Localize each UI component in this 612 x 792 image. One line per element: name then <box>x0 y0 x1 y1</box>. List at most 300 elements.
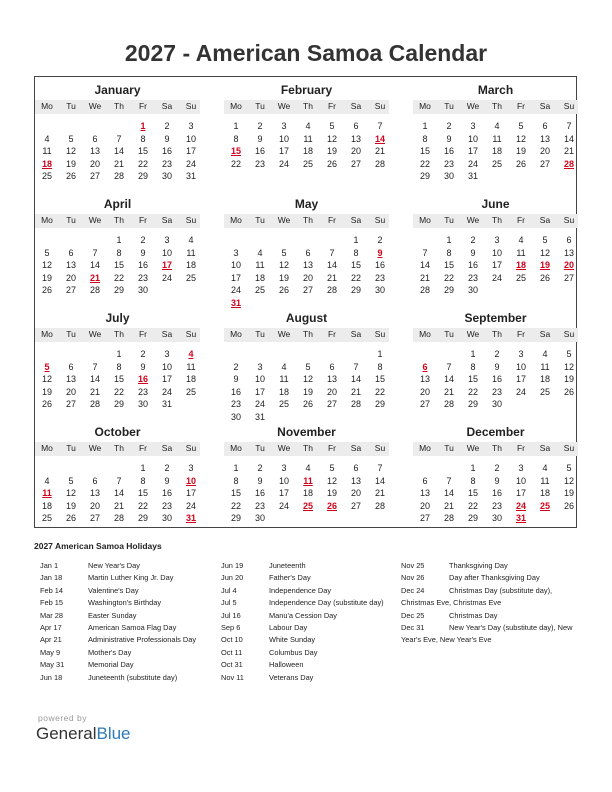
month-name: December <box>466 425 525 439</box>
weekday-label: Fr <box>327 443 337 453</box>
calendar-day: 26 <box>302 399 313 410</box>
calendar-day: 27 <box>539 158 550 169</box>
calendar-day: 4 <box>305 121 311 131</box>
holiday-name: Christmas Day <box>449 610 498 620</box>
calendar-day: 27 <box>89 513 100 524</box>
calendar-day: 1 <box>422 121 428 131</box>
weekday-label: Tu <box>444 443 454 453</box>
weekday-label: We <box>466 329 480 339</box>
holiday-item <box>221 586 396 598</box>
holiday-name: American Samoa Flag Day <box>88 622 177 632</box>
month-january <box>35 83 200 195</box>
calendar-day: 11 <box>279 374 289 385</box>
month-december <box>413 425 578 537</box>
calendar-day: 28 <box>443 399 454 410</box>
calendar-day: 2 <box>140 349 146 359</box>
calendar-day: 6 <box>68 361 74 372</box>
weekday-label: Sa <box>539 443 551 453</box>
calendar-day: 2 <box>257 121 263 131</box>
calendar-day: 1 <box>353 235 359 245</box>
calendar-day: 26 <box>41 399 52 410</box>
calendar-day: 20 <box>419 386 430 397</box>
calendar-day: 7 <box>116 475 122 486</box>
calendar-day: 21 <box>443 500 454 511</box>
calendar-day: 23 <box>137 272 148 283</box>
month-name: May <box>294 197 319 211</box>
calendar-day: 27 <box>563 272 574 283</box>
calendar-day: 2 <box>494 349 500 359</box>
calendar-day: 9 <box>140 247 146 258</box>
calendar-day: 15 <box>350 260 361 271</box>
weekday-label: Mo <box>419 215 431 225</box>
calendar-day: 10 <box>230 260 241 271</box>
calendar-day: 21 <box>419 272 430 283</box>
calendar-day: 26 <box>65 171 76 182</box>
calendar-day: 18 <box>302 488 313 499</box>
weekday-label: We <box>277 329 291 339</box>
holiday-name: New Year's Day (substitute day), New <box>449 622 573 632</box>
calendar-day: 12 <box>563 475 574 486</box>
calendar-day: 2 <box>446 121 452 131</box>
weekday-label: Mo <box>41 101 53 111</box>
calendar-day: 26 <box>563 386 574 397</box>
calendar-day: 20 <box>539 146 550 157</box>
calendar-day: 21 <box>350 386 361 397</box>
weekday-label: Sa <box>161 443 173 453</box>
holiday-name: Martin Luther King Jr. Day <box>88 573 174 583</box>
calendar-day: 28 <box>374 500 385 511</box>
calendar-day: 22 <box>230 158 241 169</box>
brand-logo[interactable] <box>36 724 131 744</box>
weekday-label: Th <box>303 329 313 339</box>
holiday-date-label: Oct 11 <box>221 647 243 657</box>
weekday-label: Th <box>492 329 502 339</box>
calendar-day: 6 <box>422 475 428 486</box>
calendar-day: 26 <box>41 285 52 296</box>
weekday-label: Fr <box>138 329 148 339</box>
calendar-day: 25 <box>41 513 52 524</box>
weekday-label: Tu <box>66 215 76 225</box>
calendar-day: 6 <box>566 235 572 245</box>
holiday-date: 19 <box>539 260 550 271</box>
calendar-day: 23 <box>254 158 265 169</box>
weekday-label: We <box>277 215 291 225</box>
calendar-day: 13 <box>419 374 430 385</box>
calendar-day: 3 <box>164 349 170 359</box>
calendar-day: 23 <box>467 272 478 283</box>
calendar-day: 7 <box>353 361 359 372</box>
calendar-day: 7 <box>116 133 122 144</box>
holiday-name: New Year's Day <box>88 561 140 570</box>
holiday-name: Juneteenth <box>269 561 306 570</box>
weekday-label: Su <box>563 101 575 111</box>
weekday-label: Fr <box>516 443 526 453</box>
weekday-label: We <box>277 101 291 111</box>
month-november <box>224 425 389 537</box>
calendar-day: 15 <box>374 374 385 385</box>
holiday-date-label: Apr 17 <box>40 622 62 632</box>
calendar-day: 1 <box>116 349 122 359</box>
calendar-day: 31 <box>161 399 172 410</box>
calendar-day: 25 <box>254 285 265 296</box>
holiday-date-label: Nov 25 <box>401 561 425 570</box>
weekday-header <box>413 214 578 228</box>
weekday-label: Th <box>492 215 502 225</box>
weekday-label: Th <box>303 443 313 453</box>
calendar-day: 19 <box>41 272 52 283</box>
calendar-day: 7 <box>92 361 98 372</box>
holiday-item <box>40 598 210 610</box>
holiday-name: Day after Thanksgiving Day <box>449 573 540 583</box>
holiday-date: 31 <box>230 298 241 308</box>
weekday-label: Mo <box>230 329 242 339</box>
calendar-day: 13 <box>350 475 361 486</box>
calendar-day: 4 <box>542 349 548 359</box>
calendar-day: 6 <box>542 121 548 131</box>
calendar-day: 14 <box>443 488 454 499</box>
calendar-day: 25 <box>41 171 52 182</box>
calendar-day: 14 <box>89 374 100 385</box>
calendar-day: 21 <box>563 146 574 157</box>
calendar-day: 4 <box>305 463 311 473</box>
calendar-day: 7 <box>566 121 572 131</box>
calendar-day: 14 <box>419 260 430 271</box>
calendar-day: 12 <box>41 374 52 385</box>
calendar-day: 22 <box>467 500 478 511</box>
holiday-item <box>40 648 210 660</box>
calendar-day: 23 <box>254 500 265 511</box>
calendar-day: 27 <box>419 513 430 524</box>
holiday-date-label: Oct 10 <box>221 635 243 645</box>
calendar-day: 18 <box>491 146 502 157</box>
calendar-day: 5 <box>566 349 572 359</box>
calendar-day: 8 <box>470 475 476 486</box>
holiday-date: 6 <box>422 361 428 372</box>
calendar-day: 17 <box>467 146 478 157</box>
calendar-day: 22 <box>419 158 430 169</box>
calendar-day: 24 <box>278 158 289 169</box>
weekday-label: We <box>88 329 102 339</box>
month-name: July <box>105 311 130 325</box>
calendar-day: 24 <box>185 158 196 169</box>
weekday-label: Sa <box>161 215 173 225</box>
month-name: January <box>94 83 141 97</box>
calendar-day: 18 <box>539 374 550 385</box>
weekday-label: Sa <box>539 101 551 111</box>
weekday-label: Tu <box>66 329 76 339</box>
holiday-date: 18 <box>41 158 52 169</box>
holiday-date-label: Jan 1 <box>40 561 59 570</box>
calendar-day: 26 <box>539 272 550 283</box>
holiday-date: 24 <box>515 500 526 511</box>
calendar-day: 11 <box>186 361 196 372</box>
weekday-label: Sa <box>350 329 362 339</box>
calendar-day: 13 <box>326 374 337 385</box>
holiday-date-label: Dec 31 <box>401 622 425 632</box>
calendar-day: 17 <box>278 146 289 157</box>
calendar-day: 13 <box>89 146 100 157</box>
calendar-day: 1 <box>140 463 146 473</box>
calendar-day: 9 <box>494 361 500 372</box>
calendar-day: 27 <box>350 158 361 169</box>
holiday-item <box>40 586 210 598</box>
holiday-date: 31 <box>515 513 526 524</box>
calendar-day: 17 <box>491 260 502 271</box>
calendar-day: 27 <box>419 399 430 410</box>
calendar-day: 19 <box>302 386 313 397</box>
calendar-day: 22 <box>467 386 478 397</box>
calendar-day: 12 <box>278 260 289 271</box>
holiday-date: 4 <box>188 349 194 359</box>
holidays-column-2 <box>221 561 396 685</box>
holiday-date-label: Nov 26 <box>401 573 425 583</box>
weekday-label: Th <box>492 443 502 453</box>
holiday-name: Father's Day <box>269 573 311 583</box>
weekday-label: Sa <box>350 101 362 111</box>
calendar-day: 2 <box>164 463 170 473</box>
calendar-day: 23 <box>443 158 454 169</box>
calendar-day: 22 <box>137 158 148 169</box>
weekday-label: Mo <box>230 215 242 225</box>
holiday-item <box>40 623 210 635</box>
calendar-day: 28 <box>326 285 337 296</box>
calendar-day: 28 <box>374 158 385 169</box>
month-name: June <box>481 197 510 211</box>
calendar-day: 22 <box>137 500 148 511</box>
calendar-day: 5 <box>329 463 335 473</box>
calendar-day: 23 <box>491 386 502 397</box>
calendar-day: 12 <box>65 488 76 499</box>
holiday-name: Juneteenth (substitute day) <box>88 672 178 682</box>
calendar-day: 4 <box>542 463 548 473</box>
holiday-name: Thanksgiving Day <box>449 561 508 570</box>
calendar-day: 9 <box>233 374 239 385</box>
calendar-day: 18 <box>254 272 265 283</box>
calendar-day: 9 <box>446 133 452 144</box>
holiday-item <box>221 598 396 610</box>
calendar-day: 20 <box>65 272 76 283</box>
holiday-item <box>401 635 591 647</box>
weekday-label: Th <box>114 443 124 453</box>
weekday-label: Mo <box>41 215 53 225</box>
calendar-day: 27 <box>350 500 361 511</box>
calendar-day: 10 <box>467 133 478 144</box>
weekday-label: Mo <box>230 101 242 111</box>
calendar-day: 2 <box>233 361 239 372</box>
holiday-date-label: Dec 24 <box>401 585 425 595</box>
calendar-day: 5 <box>44 247 50 258</box>
calendar-day: 12 <box>326 475 337 486</box>
calendar-day: 23 <box>161 158 172 169</box>
calendar-day: 22 <box>113 272 124 283</box>
calendar-day: 21 <box>89 386 100 397</box>
calendar-day: 24 <box>185 500 196 511</box>
calendar-day: 10 <box>254 374 265 385</box>
calendar-day: 26 <box>278 285 289 296</box>
calendar-day: 19 <box>41 386 52 397</box>
weekday-label: Fr <box>138 215 148 225</box>
holiday-date: 16 <box>137 374 148 385</box>
month-september <box>413 311 578 423</box>
calendar-day: 26 <box>515 158 526 169</box>
calendar-day: 24 <box>230 285 241 296</box>
holiday-name: Labour Day <box>269 622 308 632</box>
holiday-date-label: Feb 14 <box>40 585 64 595</box>
calendar-day: 9 <box>164 133 170 144</box>
calendar-day: 10 <box>278 133 289 144</box>
calendar-day: 9 <box>470 247 476 258</box>
calendar-day: 23 <box>161 500 172 511</box>
holidays-title: 2027 American Samoa Holidays <box>34 541 162 551</box>
weekday-label: Su <box>563 329 575 339</box>
calendar-day: 4 <box>44 475 50 486</box>
weekday-label: Tu <box>255 329 265 339</box>
weekday-label: Su <box>185 329 197 339</box>
weekday-label: We <box>88 215 102 225</box>
holiday-name: Halloween <box>269 660 304 670</box>
weekday-label: Su <box>374 101 386 111</box>
calendar-day: 13 <box>65 260 76 271</box>
calendar-day: 2 <box>494 463 500 473</box>
calendar-day: 16 <box>254 146 265 157</box>
calendar-day: 25 <box>278 399 289 410</box>
holiday-date: 10 <box>185 475 196 486</box>
calendar-day: 12 <box>41 260 52 271</box>
holiday-date: 1 <box>140 121 146 131</box>
holiday-item <box>401 561 591 573</box>
calendar-day: 28 <box>89 285 100 296</box>
calendar-day: 12 <box>515 133 526 144</box>
calendar-day: 15 <box>113 260 124 271</box>
calendar-day: 17 <box>515 488 526 499</box>
calendar-day: 20 <box>89 500 100 511</box>
brand-name-part1: General <box>36 724 97 743</box>
calendar-day: 17 <box>278 488 289 499</box>
holiday-date: 15 <box>230 146 241 157</box>
calendar-day: 8 <box>116 361 122 372</box>
calendar-day: 1 <box>470 349 476 359</box>
weekday-label: Mo <box>230 443 242 453</box>
calendar-day: 28 <box>419 285 430 296</box>
calendar-day: 14 <box>89 260 100 271</box>
holiday-date-label: Jul 16 <box>221 610 241 620</box>
calendar-day: 3 <box>257 361 263 372</box>
calendar-day: 11 <box>540 361 550 372</box>
calendar-day: 8 <box>233 475 239 486</box>
weekday-label: Fr <box>327 215 337 225</box>
weekday-label: Sa <box>350 215 362 225</box>
holiday-name: Columbus Day <box>269 647 318 657</box>
calendar-day: 4 <box>281 361 287 372</box>
holiday-date: 17 <box>161 260 172 271</box>
weekday-label: Th <box>114 215 124 225</box>
calendar-day: 30 <box>161 513 172 524</box>
weekday-label: We <box>466 443 480 453</box>
calendar-day: 16 <box>161 488 172 499</box>
calendar-day: 9 <box>164 475 170 486</box>
calendar-day: 12 <box>539 247 550 258</box>
calendar-day: 11 <box>42 146 52 157</box>
calendar-day: 28 <box>350 399 361 410</box>
calendar-day: 3 <box>470 121 476 131</box>
calendar-day: 15 <box>443 260 454 271</box>
calendar-day: 15 <box>419 146 430 157</box>
calendar-day: 16 <box>491 374 502 385</box>
holiday-item <box>401 611 591 623</box>
calendar-day: 28 <box>89 399 100 410</box>
calendar-day: 1 <box>470 463 476 473</box>
weekday-label: Tu <box>444 329 454 339</box>
calendar-day: 2 <box>470 235 476 245</box>
calendar-day: 7 <box>422 247 428 258</box>
calendar-day: 20 <box>350 146 361 157</box>
calendar-day: 11 <box>540 475 550 486</box>
calendar-day: 16 <box>254 488 265 499</box>
weekday-header <box>413 328 578 342</box>
calendar-day: 24 <box>161 272 172 283</box>
calendar-day: 24 <box>491 272 502 283</box>
weekday-label: Su <box>185 443 197 453</box>
calendar-day: 1 <box>233 121 239 131</box>
weekday-header <box>224 214 389 228</box>
calendar-day: 30 <box>491 399 502 410</box>
holiday-date-label: May 31 <box>40 660 65 670</box>
calendar-day: 21 <box>113 500 124 511</box>
calendar-day: 17 <box>515 374 526 385</box>
weekday-label: Su <box>563 215 575 225</box>
holiday-item <box>221 648 396 660</box>
holiday-date-label: Jan 18 <box>40 573 63 583</box>
calendar-day: 19 <box>563 374 574 385</box>
calendar-day: 17 <box>230 272 241 283</box>
calendar-day: 11 <box>492 133 502 144</box>
holiday-item <box>40 573 210 585</box>
holiday-item <box>221 673 396 685</box>
weekday-header <box>224 328 389 342</box>
calendar-day: 20 <box>419 500 430 511</box>
calendar-day: 18 <box>41 500 52 511</box>
calendar-day: 1 <box>377 349 383 359</box>
calendar-day: 2 <box>377 235 383 245</box>
calendar-day: 20 <box>302 272 313 283</box>
calendar-day: 3 <box>281 121 287 131</box>
weekday-label: Fr <box>516 215 526 225</box>
calendar-day: 9 <box>140 361 146 372</box>
holiday-date: 14 <box>374 133 385 144</box>
calendar-day: 5 <box>518 121 524 131</box>
weekday-label: Fr <box>138 443 148 453</box>
month-july <box>35 311 200 423</box>
calendar-day: 19 <box>515 146 526 157</box>
calendar-day: 3 <box>233 247 239 258</box>
calendar-day: 4 <box>257 247 263 258</box>
calendar-day: 27 <box>89 171 100 182</box>
calendar-day: 4 <box>44 133 50 144</box>
month-february <box>224 83 389 195</box>
month-august <box>224 311 389 423</box>
calendar-day: 3 <box>188 463 194 473</box>
calendar-day: 23 <box>137 386 148 397</box>
holiday-name: Manu'a Cession Day <box>269 610 337 620</box>
calendar-day: 21 <box>374 488 385 499</box>
holiday-date-label: May 9 <box>40 647 61 657</box>
calendar-day: 10 <box>515 475 526 486</box>
calendar-day: 27 <box>65 285 76 296</box>
weekday-label: Sa <box>539 329 551 339</box>
calendar-day: 7 <box>92 247 98 258</box>
calendar-day: 8 <box>116 247 122 258</box>
holiday-name: Easter Sunday <box>88 610 137 620</box>
